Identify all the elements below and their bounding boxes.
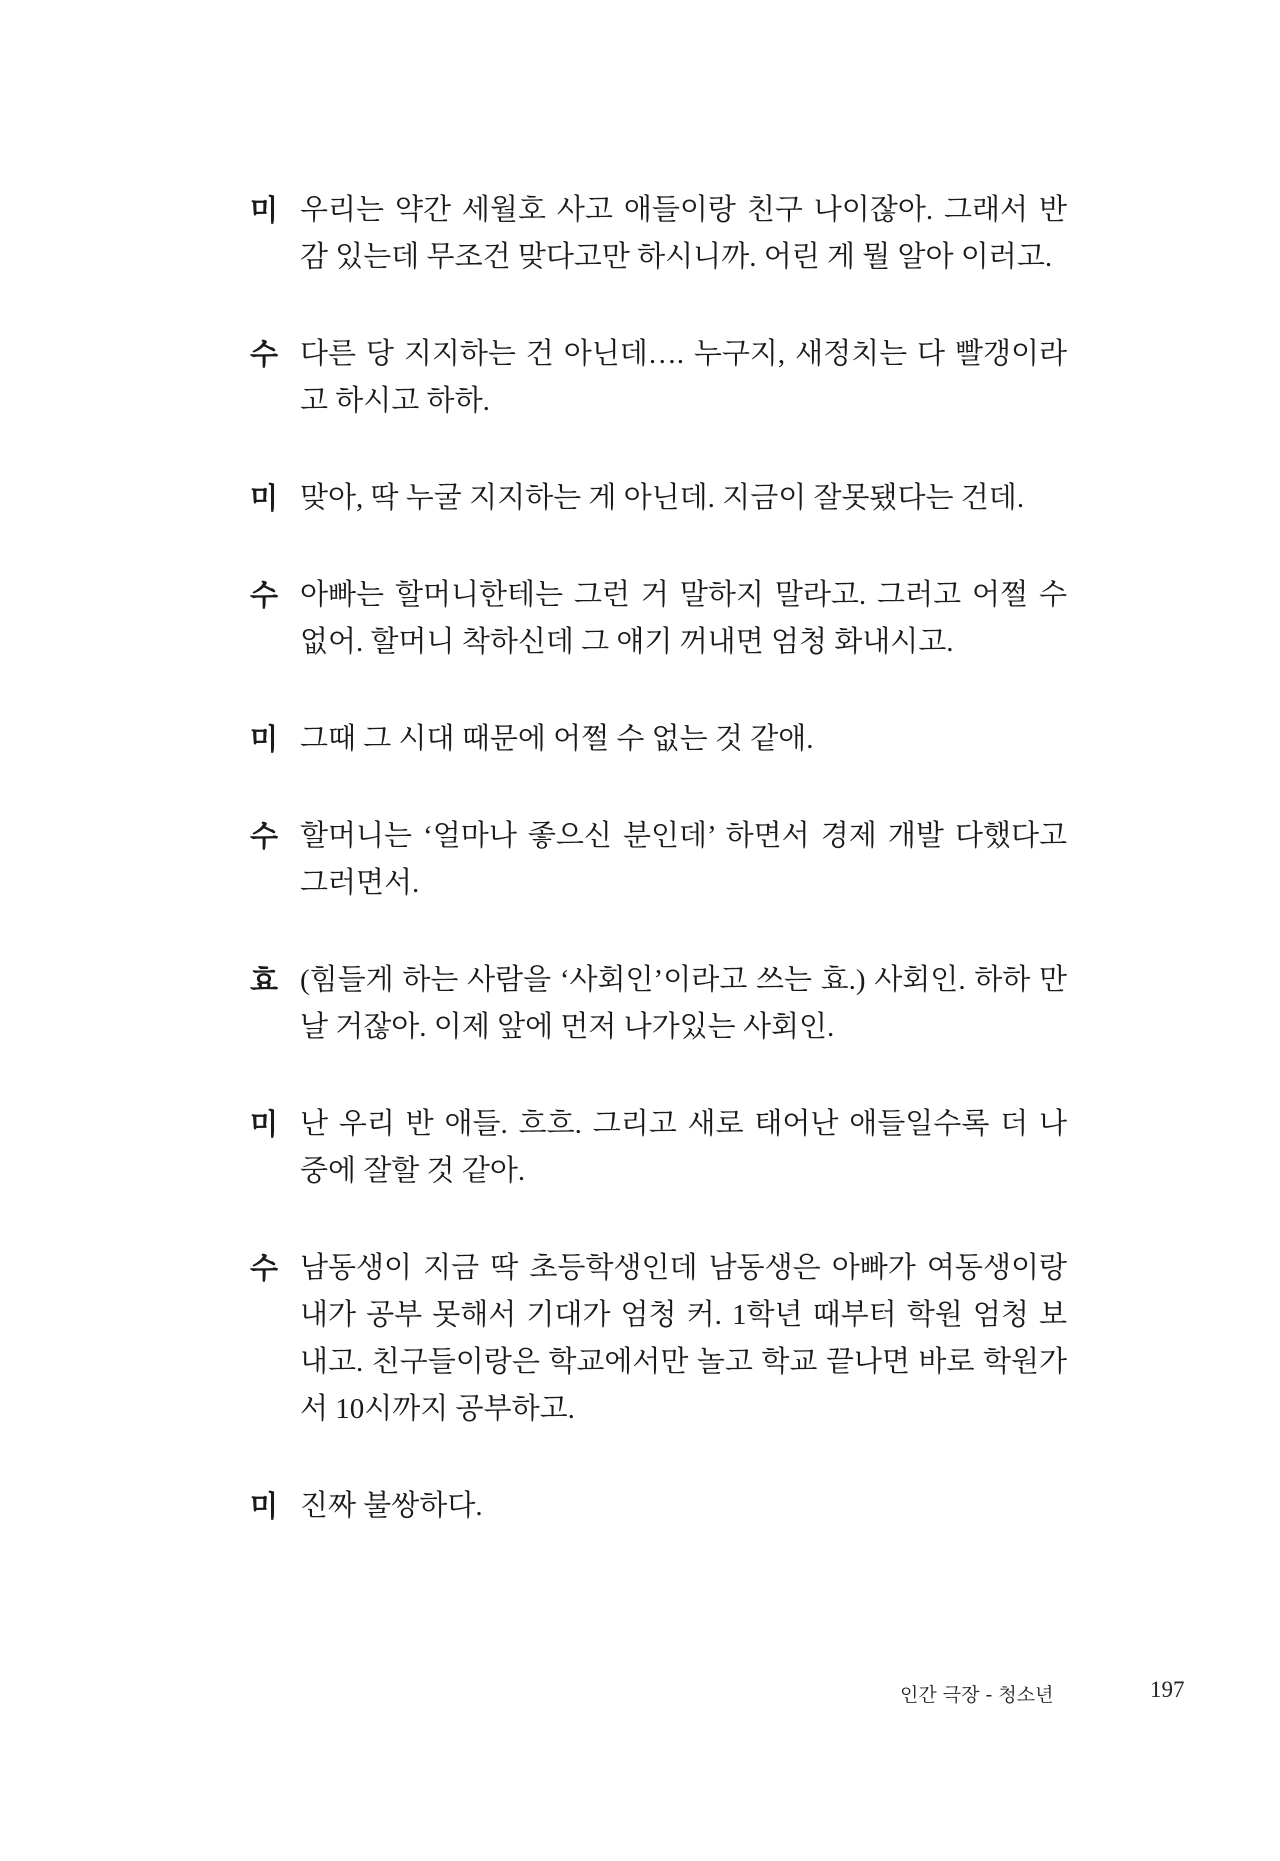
dialogue-text: [300, 813, 1067, 907]
speaker-label: 수: [250, 578, 279, 612]
speaker-label: 효: [250, 963, 279, 997]
dialogue-text: [300, 1245, 1067, 1433]
text-line: 서 10시까지 공부하고.: [300, 1393, 575, 1425]
dialogue-entry: [250, 716, 1067, 763]
text-line: 날 거잖아. 이제 앞에 먼저 나가있는 사회인.: [300, 1011, 835, 1043]
page-number: 197: [1150, 1677, 1185, 1702]
dialogue-text: [300, 957, 1067, 1051]
dialogue-entry: [250, 475, 1067, 522]
text-line: 남동생이 지금 딱 초등학생인데 남동생은 아빠가 여동생이랑: [300, 1252, 1067, 1284]
speaker-label: 미: [250, 1107, 279, 1141]
dialogue-entry: [250, 813, 1067, 907]
dialogue-entry: [250, 331, 1067, 425]
dialogue-entry: [250, 187, 1067, 281]
dialogue-text: [300, 331, 1067, 425]
dialogue-text: [300, 187, 1067, 281]
text-line: 아빠는 할머니한테는 그런 거 말하지 말라고. 그러고 어쩔 수: [300, 579, 1067, 611]
dialogue-text: [300, 572, 1067, 666]
running-footer-title: 인간 극장 - 청소년: [900, 1684, 1054, 1706]
dialogue-entry: [250, 1245, 1067, 1433]
text-line: 고 하시고 하하.: [300, 385, 490, 417]
speaker-label: 미: [250, 1489, 279, 1523]
text-line: 감 있는데 무조건 맞다고만 하시니까. 어린 게 뭘 알아 이러고.: [300, 241, 1053, 273]
speaker-label: 수: [250, 819, 279, 853]
text-line: 난 우리 반 애들. 흐흐. 그리고 새로 태어난 애들일수록 더 나: [300, 1108, 1067, 1140]
text-line: 내고. 친구들이랑은 학교에서만 놀고 학교 끝나면 바로 학원가: [300, 1346, 1067, 1378]
text-line: 다른 당 지지하는 건 아닌데…. 누구지, 새정치는 다 빨갱이라: [300, 338, 1067, 370]
text-line: 할머니는 ‘얼마나 좋으신 분인데’ 하면서 경제 개발 다했다고: [300, 820, 1067, 852]
dialogue-transcript: [250, 187, 1067, 1580]
text-line: 우리는 약간 세월호 사고 애들이랑 친구 나이잖아. 그래서 반: [300, 194, 1067, 226]
text-line: 그때 그 시대 때문에 어쩔 수 없는 것 같애.: [300, 723, 814, 755]
speaker-label: 미: [250, 193, 279, 227]
text-line: 내가 공부 못해서 기대가 엄청 커. 1학년 때부터 학원 엄청 보: [300, 1299, 1067, 1331]
text-line: 그러면서.: [300, 867, 420, 899]
text-line: 진짜 불쌍하다.: [300, 1490, 483, 1522]
dialogue-entry: [250, 572, 1067, 666]
text-line: 중에 잘할 것 같아.: [300, 1155, 526, 1187]
dialogue-text: [300, 1483, 1067, 1530]
speaker-label: 수: [250, 1251, 279, 1285]
dialogue-text: [300, 475, 1067, 522]
text-line: 없어. 할머니 착하신데 그 얘기 꺼내면 엄청 화내시고.: [300, 626, 954, 658]
text-line: (힘들게 하는 사람을 ‘사회인’이라고 쓰는 효.) 사회인. 하하 만: [300, 964, 1067, 996]
dialogue-entry: [250, 957, 1067, 1051]
dialogue-text: [300, 716, 1067, 763]
speaker-label: 미: [250, 722, 279, 756]
speaker-label: 미: [250, 481, 279, 515]
dialogue-text: [300, 1101, 1067, 1195]
text-line: 맞아, 딱 누굴 지지하는 게 아닌데. 지금이 잘못됐다는 건데.: [300, 482, 1025, 514]
speaker-label: 수: [250, 337, 279, 371]
dialogue-entry: [250, 1101, 1067, 1195]
dialogue-entry: [250, 1483, 1067, 1530]
